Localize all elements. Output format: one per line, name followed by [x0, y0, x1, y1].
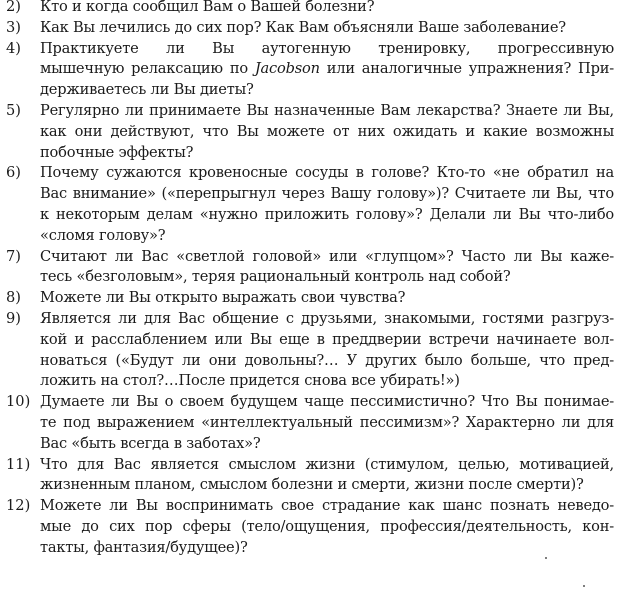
question-text-line: Регулярно ли принимаете Вы назначенные Вам лекарства? Знаете ли Вы,	[40, 101, 614, 119]
question-item	[6, 247, 614, 289]
speck-mark	[583, 585, 585, 587]
question-item	[6, 163, 614, 246]
question-item	[6, 0, 614, 18]
question-text-line: Как Вы лечились до сих пор? Как Вам объясняли Ваше заболевание?	[40, 18, 566, 36]
question-text-line: кой и расслаблением или Вы еще в преддверии встречи начинаете вол-	[40, 330, 614, 348]
question-text-line: как они действуют, что Вы можете от них ожидать и какие возможны	[40, 122, 614, 140]
question-number: 7)	[6, 247, 21, 265]
question-text-line: Можете ли Вы открыто выражать свои чувства?	[40, 289, 406, 307]
question-item	[6, 392, 614, 454]
question-text-line: «сломя голову»?	[40, 226, 166, 244]
question-number: 12)	[6, 497, 31, 515]
question-number: 8)	[6, 289, 21, 307]
question-text-line: Думаете ли Вы о своем будущем чаще пессимистично? Что Вы понимае-	[40, 393, 614, 411]
question-number: 10)	[6, 393, 31, 411]
question-text-line: жизненным планом, смыслом болезни и смерти, жизни после смерти)?	[40, 476, 584, 494]
question-text-line: Почему сужаются кровеносные сосуды в голове? Кто-то «не обратил на	[40, 164, 614, 182]
question-item	[6, 288, 614, 309]
speck-mark	[545, 557, 547, 559]
question-item	[6, 496, 614, 558]
question-text-line: побочные эффекты?	[40, 143, 194, 161]
question-text-line: Вас внимание» («перепрыгнул через Вашу голову»)? Считаете ли Вы, что	[40, 185, 614, 203]
question-number: 6)	[6, 164, 21, 182]
question-text-line: Практикуете ли Вы аутогенную тренировку, прогрессивную	[40, 39, 614, 57]
question-text-line: мые до сих пор сферы (тело/ощущения, профессия/деятельность, кон-	[40, 517, 614, 535]
question-number: 5)	[6, 101, 21, 119]
question-text-line: Считают ли Вас «светлой головой» или «глупцом»? Часто ли Вы каже-	[40, 247, 614, 265]
question-item	[6, 39, 614, 101]
question-number: 11)	[6, 455, 31, 473]
question-text-line: новаться («Будут ли они довольны?… У других было больше, что пред-	[40, 351, 614, 369]
question-number: 9)	[6, 309, 21, 327]
question-item	[6, 101, 614, 163]
question-number: 2)	[6, 0, 21, 15]
question-text-line: Что для Вас является смыслом жизни (стимулом, целью, мотивацией,	[40, 455, 614, 473]
question-text-line: мышечную релаксацию по Jacobson или аналогичные упражнения? При-	[40, 60, 614, 78]
question-list	[6, 0, 614, 559]
question-text-line: к некоторым делам «нужно приложить голову»? Делали ли Вы что-либо	[40, 205, 614, 223]
question-text-line: ложить на стол?…После придется снова все убирать!»)	[40, 372, 460, 390]
question-text-line: Можете ли Вы воспринимать свое страдание как шанс познать неведо-	[40, 497, 614, 515]
question-text-line: Вас «быть всегда в заботах»?	[40, 434, 261, 452]
question-text-line: держиваетесь ли Вы диеты?	[40, 81, 254, 99]
question-item	[6, 455, 614, 497]
question-item	[6, 309, 614, 392]
question-text-line: такты, фантазия/будущее)?	[40, 538, 248, 556]
question-text-line: тесь «безголовым», теряя рациональный контроль над собой?	[40, 268, 511, 286]
question-number: 4)	[6, 39, 21, 57]
question-text-line: те под выражением «интеллектуальный пессимизм»? Характерно ли для	[40, 413, 614, 431]
question-text-line: Является ли для Вас общение с друзьями, знакомыми, гостями разгруз-	[40, 309, 614, 327]
question-text-line: Кто и когда сообщил Вам о Вашей болезни?	[40, 0, 375, 15]
question-number: 3)	[6, 18, 21, 36]
question-item	[6, 18, 614, 39]
